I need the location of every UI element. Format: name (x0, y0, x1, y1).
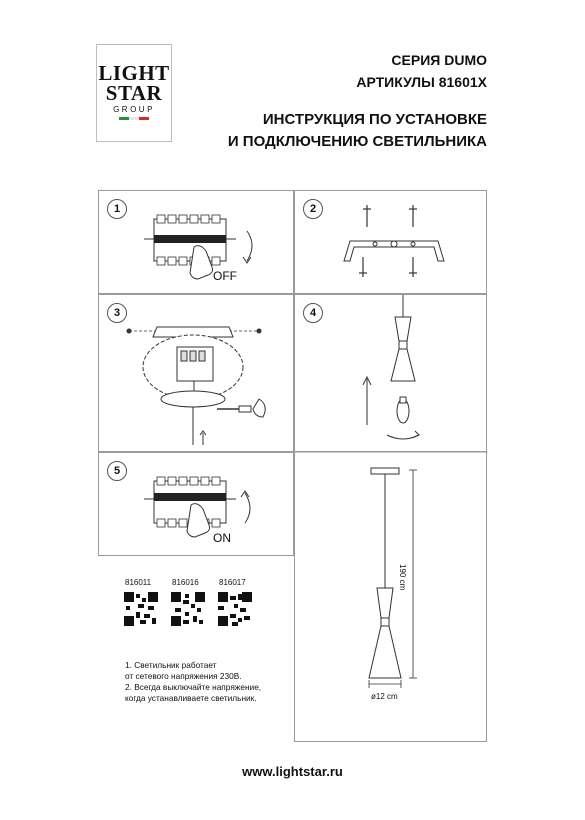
article-label-2: 816016 (172, 578, 199, 587)
step-3-panel (98, 294, 294, 452)
step-5-panel (98, 452, 294, 556)
height-dimension-label: 190 cm (398, 564, 407, 591)
circuit-breaker-on-icon (99, 453, 295, 557)
note-line-2: от сетевого напряжения 230В. (125, 671, 242, 681)
qr-code-icon[interactable] (218, 592, 252, 626)
articles-title: АРТИКУЛЫ 81601X (356, 74, 487, 90)
step-5-number: 5 (107, 461, 127, 481)
step-2-number: 2 (303, 199, 323, 219)
step-3-number: 3 (107, 303, 127, 323)
instruction-title-line2: И ПОДКЛЮЧЕНИЮ СВЕТИЛЬНИКА (227, 133, 487, 150)
logo-line-group: GROUP (113, 105, 155, 114)
mounting-bracket-icon (295, 191, 488, 295)
series-title: СЕРИЯ DUMO (391, 52, 487, 68)
circuit-breaker-off-icon (99, 191, 295, 295)
switch-off-label: OFF (213, 269, 237, 283)
qr-code-icon[interactable] (171, 592, 205, 626)
article-label-1: 816011 (125, 578, 152, 587)
step-1-panel (98, 190, 294, 294)
note-line-4: когда устанавливаете светильник. (125, 693, 257, 703)
instruction-title-line1: ИНСТРУКЦИЯ ПО УСТАНОВКЕ (262, 111, 487, 128)
wiring-connection-icon (99, 295, 295, 453)
step-4-panel (294, 294, 487, 452)
brand-logo (96, 44, 172, 142)
dimensions-panel (294, 452, 487, 742)
qr-code-icon[interactable] (124, 592, 158, 626)
italian-flag-icon (119, 117, 149, 120)
logo-line-star: STAR (105, 81, 163, 105)
step-4-number: 4 (303, 303, 323, 323)
diameter-dimension-label: ø12 cm (371, 692, 398, 701)
website-link[interactable]: www.lightstar.ru (242, 764, 343, 779)
article-label-3: 816017 (219, 578, 246, 587)
step-1-number: 1 (107, 199, 127, 219)
step-2-panel (294, 190, 487, 294)
note-line-1: 1. Светильник работает (125, 660, 217, 670)
logo-line-light: LIGHT (98, 61, 170, 85)
switch-on-label: ON (213, 531, 231, 545)
note-line-3: 2. Всегда выключайте напряжение, (125, 682, 262, 692)
bulb-installation-icon (295, 295, 488, 453)
